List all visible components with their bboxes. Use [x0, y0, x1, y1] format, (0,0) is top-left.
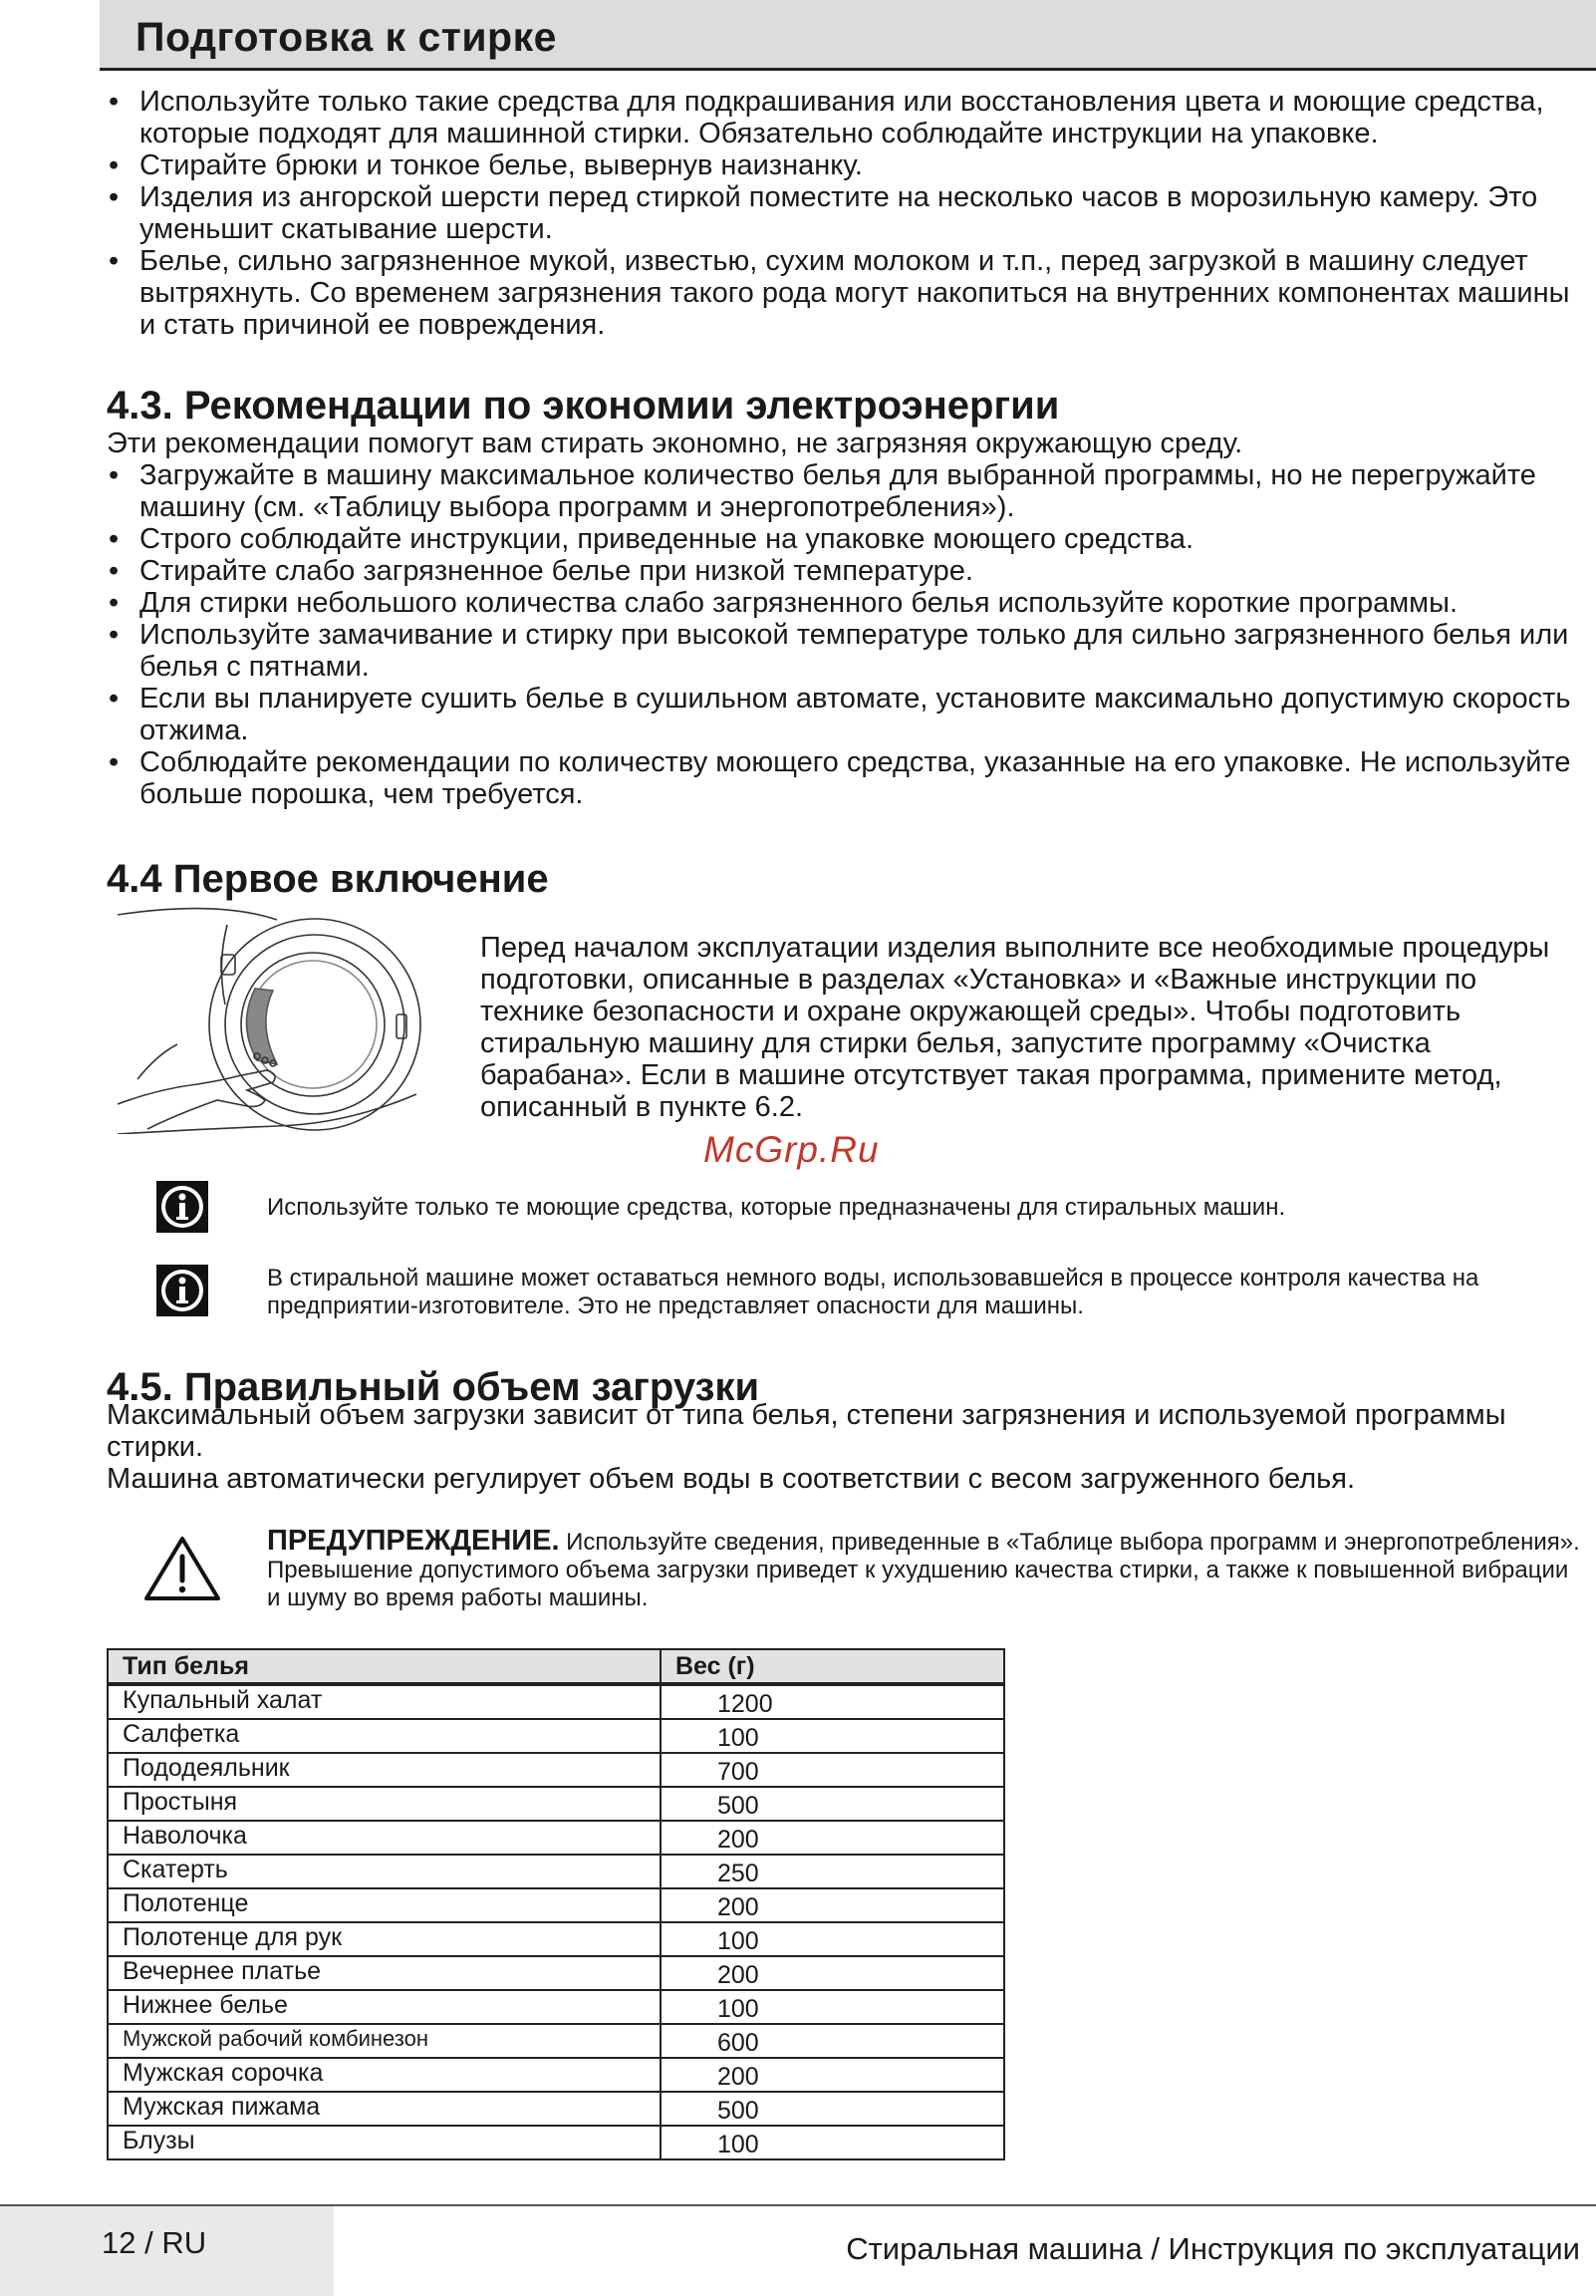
table-row	[108, 2058, 1004, 2092]
section-heading: 4.5. Правильный объем загрузки	[107, 1365, 760, 1409]
table-row	[108, 1956, 1004, 1990]
list-item: • Строго соблюдайте инструкции, приведенные на упаковке моющего средства.	[107, 523, 1591, 555]
washing-machine-door-illustration	[118, 905, 426, 1134]
list-item: • Если вы планируете сушить белье в сушильном автомате, установите максимально допустимую скорость отжима.	[107, 683, 1591, 746]
section-4-3	[107, 384, 1591, 810]
item-type: Простыня	[108, 1787, 661, 1821]
column-header-weight: Вес (г)	[661, 1649, 1004, 1684]
warning-note	[267, 1527, 1582, 1612]
table-row	[108, 2126, 1004, 2159]
item-type: Мужской рабочий комбинезон	[108, 2024, 661, 2058]
load-paragraph-2: Машина автоматически регулирует объем воды в соответствии с весом загруженного белья.	[107, 1463, 1356, 1495]
item-weight: 200	[661, 1821, 1004, 1855]
table-row	[108, 1821, 1004, 1855]
table-row	[108, 1684, 1004, 1719]
item-type: Скатерть	[108, 1855, 661, 1888]
list-item: • Используйте только такие средства для подкрашивания или восстановления цвета и моющие средства, которые подходят для машинной стирки. Обязательно соблюдайте инструкции на упаковке.	[107, 86, 1591, 149]
info-note-1: Используйте только те моющие средства, которые предназначены для стиральных машин.	[267, 1194, 1286, 1221]
table-row	[108, 1922, 1004, 1956]
item-type: Блузы	[108, 2126, 661, 2159]
item-weight: 1200	[661, 1684, 1004, 1719]
table-row	[108, 1855, 1004, 1888]
item-type: Пододеяльник	[108, 1753, 661, 1787]
section-4-5	[107, 1365, 1591, 1495]
info-note-2: В стиральной машине может оставаться немного воды, использовавшейся в процессе контроля качества на предприятии-изготовителе. Это не представляет опасности для машины.	[267, 1265, 1479, 1319]
table-row	[108, 1990, 1004, 2024]
item-type: Мужская сорочка	[108, 2058, 661, 2092]
column-header-type: Тип белья	[108, 1649, 661, 1684]
page-header	[100, 0, 1596, 71]
page-number: 12 / RU	[102, 2225, 207, 2260]
section-intro: Эти рекомендации помогут вам стирать экономно, не загрязняя окружающую среду.	[107, 428, 1243, 459]
table-row	[108, 2024, 1004, 2058]
list-item: • Соблюдайте рекомендации по количеству моющего средства, указанные на его упаковке. Не используйте больше порошка, чем требуется.	[107, 746, 1591, 810]
item-type: Салфетка	[108, 1719, 661, 1753]
section-heading: 4.4 Первое включение	[107, 857, 549, 901]
item-type: Нижнее белье	[108, 1990, 661, 2024]
item-weight: 200	[661, 2058, 1004, 2092]
list-item: • Загружайте в машину максимальное количество белья для выбранной программы, но не перегружайте машину (см. «Таблицу выбора программ и энергопотребления»).	[107, 459, 1591, 523]
item-type: Вечернее платье	[108, 1956, 661, 1990]
table-header-row	[108, 1649, 1004, 1684]
first-use-text: Перед началом эксплуатации изделия выполните все необходимые процедуры подготовки, описанные в разделах «Установка» и «Важные инструкции по технике безопасности и охране окружающей среды». Чтобы подготовить стиральную машину для стирки белья, запустите программу «Очистка барабана». Если в машине отсутствует такая программа, примените метод, описанный в пункте 6.2.	[480, 932, 1550, 1123]
item-weight: 100	[661, 1719, 1004, 1753]
top-bullets-block	[107, 86, 1591, 341]
laundry-weight-table	[107, 1648, 1005, 2160]
section-heading: 4.3. Рекомендации по экономии электроэнергии	[107, 384, 1060, 428]
warning-icon	[143, 1535, 221, 1602]
item-weight: 600	[661, 2024, 1004, 2058]
item-weight: 100	[661, 1922, 1004, 1956]
table-row	[108, 1719, 1004, 1753]
item-weight: 200	[661, 1888, 1004, 1922]
section-4-4	[107, 857, 1591, 901]
item-type: Мужская пижама	[108, 2092, 661, 2126]
item-weight: 100	[661, 1990, 1004, 2024]
page-title: Подготовка к стирке	[135, 14, 557, 60]
list-item: • Стирайте брюки и тонкое белье, вывернув наизнанку.	[107, 149, 1591, 181]
load-paragraph-1: Максимальный объем загрузки зависит от типа белья, степени загрязнения и используемой программы стирки.	[107, 1399, 1506, 1463]
item-weight: 700	[661, 1753, 1004, 1787]
table-row	[108, 1888, 1004, 1922]
watermark-text: McGrp.Ru	[703, 1129, 880, 1170]
warning-text: Используйте сведения, приведенные в «Таблице выбора программ и энергопотребления». Превышение допустимого объема загрузки приведет к ухудшению качества стирки, а также к повышенной вибрации и шуму во время работы машины.	[267, 1529, 1580, 1611]
list-item: • Для стирки небольшого количества слабо загрязненного белья используйте короткие программы.	[107, 587, 1591, 619]
top-bullet-list	[107, 86, 1591, 341]
item-weight: 500	[661, 1787, 1004, 1821]
item-weight: 100	[661, 2126, 1004, 2159]
footer-document-title: Стиральная машина / Инструкция по эксплуатации	[846, 2231, 1580, 2266]
info-icon	[155, 1264, 209, 1317]
list-item: • Изделия из ангорской шерсти перед стиркой поместите на несколько часов в морозильную камеру. Это уменьшит скатывание шерсти.	[107, 181, 1591, 245]
list-item: • Стирайте слабо загрязненное белье при низкой температуре.	[107, 555, 1591, 587]
list-item: • Белье, сильно загрязненное мукой, известью, сухим молоком и т.п., перед загрузкой в машину следует вытряхнуть. Со временем загрязнения такого рода могут накопиться на внутренних компонентах машины и стать причиной ее повреждения.	[107, 245, 1591, 341]
item-weight: 500	[661, 2092, 1004, 2126]
item-type: Полотенце	[108, 1888, 661, 1922]
item-type: Полотенце для рук	[108, 1922, 661, 1956]
table-row	[108, 1753, 1004, 1787]
item-weight: 250	[661, 1855, 1004, 1888]
energy-bullet-list	[107, 459, 1591, 810]
warning-label: ПРЕДУПРЕЖДЕНИЕ.	[267, 1525, 560, 1557]
item-type: Купальный халат	[108, 1684, 661, 1719]
item-type: Наволочка	[108, 1821, 661, 1855]
table-row	[108, 2092, 1004, 2126]
item-weight: 200	[661, 1956, 1004, 1990]
info-icon	[155, 1180, 209, 1234]
list-item: • Используйте замачивание и стирку при высокой температуре только для сильно загрязненного белья или белья с пятнами.	[107, 619, 1591, 683]
table-row	[108, 1787, 1004, 1821]
